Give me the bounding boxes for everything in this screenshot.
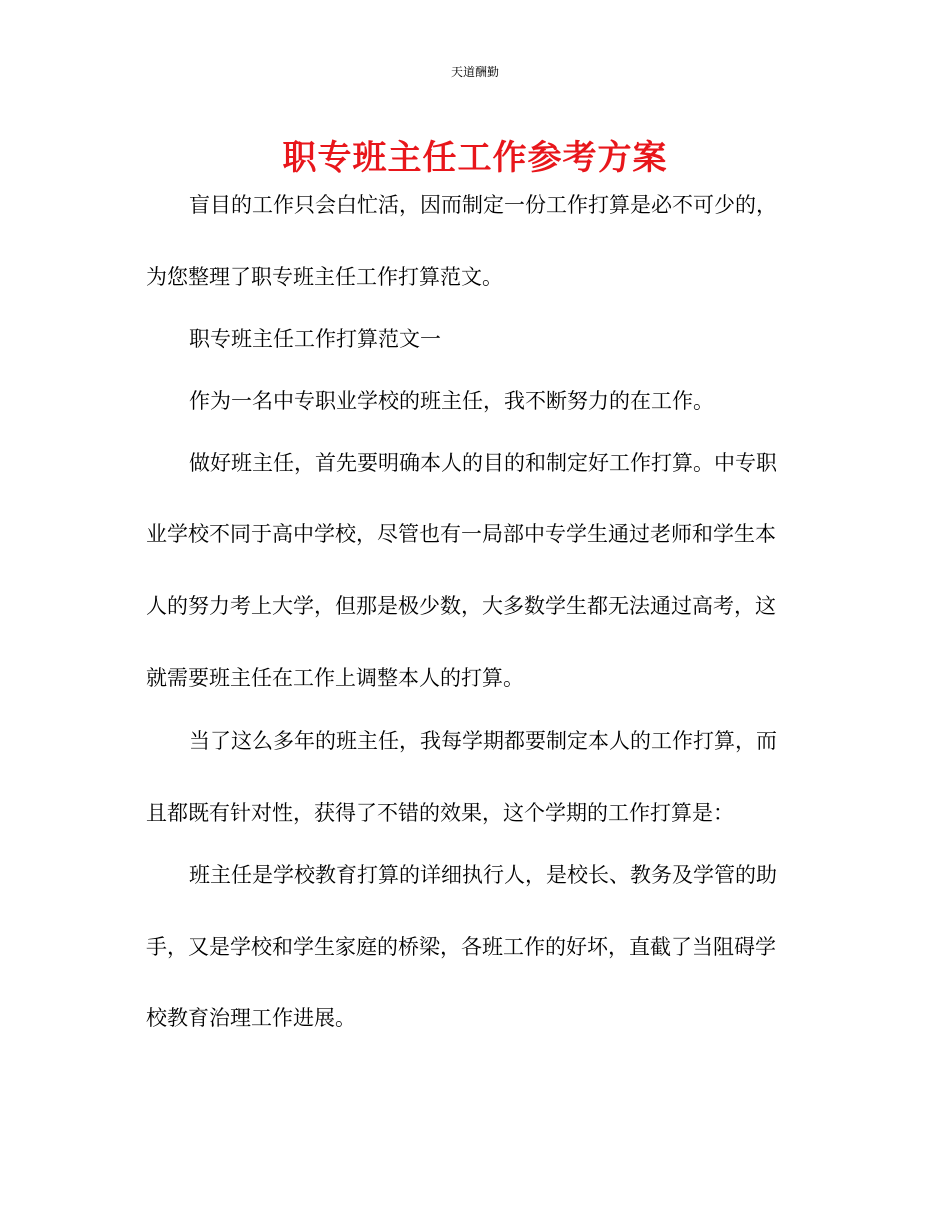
document-title: 职专班主任工作参考方案 [282, 138, 668, 178]
paragraph-line-8: 当了这么多年的班主任，我每学期都要制定本人的工作打算，而 [189, 729, 777, 753]
section-heading: 职专班主任工作打算范文一 [189, 327, 441, 351]
paragraph-line-11: 手，又是学校和学生家庭的桥梁，各班工作的好坏，直截了当阻碍学 [146, 935, 776, 959]
paragraph-line-3: 作为一名中专职业学校的班主任，我不断努力的在工作。 [189, 389, 714, 413]
paragraph-line-6: 人的努力考上大学，但那是极少数，大多数学生都无法通过高考，这 [146, 594, 776, 618]
paragraph-line-5: 业学校不同于高中学校，尽管也有一局部中专学生通过老师和学生本 [146, 522, 776, 546]
paragraph-line-9: 且都既有针对性，获得了不错的效果，这个学期的工作打算是： [146, 801, 734, 825]
paragraph-line-4: 做好班主任，首先要明确本人的目的和制定好工作打算。中专职 [189, 451, 777, 475]
paragraph-line-2: 为您整理了职专班主任工作打算范文。 [146, 265, 503, 289]
page-header: 天道酬勤 [450, 65, 499, 79]
paragraph-line-7: 就需要班主任在工作上调整本人的打算。 [146, 666, 524, 690]
paragraph-line-1: 盲目的工作只会白忙活，因而制定一份工作打算是必不可少的， [189, 193, 777, 217]
paragraph-line-10: 班主任是学校教育打算的详细执行人，是校长、教务及学管的助 [189, 863, 777, 887]
paragraph-line-12: 校教育治理工作进展。 [146, 1006, 356, 1030]
